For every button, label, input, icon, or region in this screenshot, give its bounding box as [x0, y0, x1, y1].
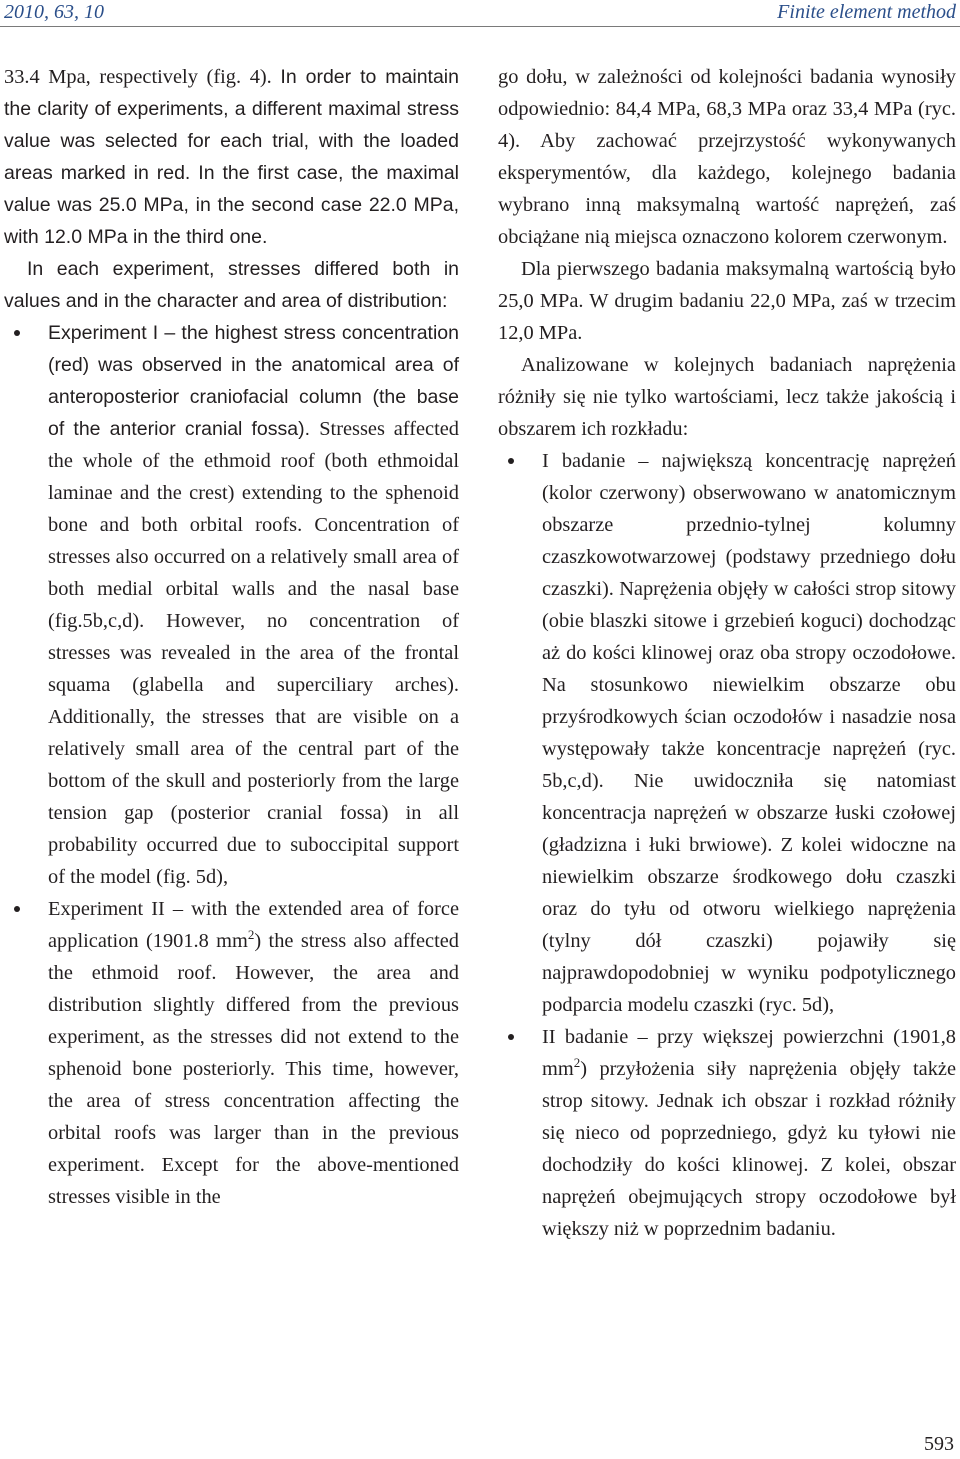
text-run: Experiment II – with the extended area of force application (1901.8 mm — [48, 898, 459, 952]
text-run: ) przyłożenia siły naprężenia objęły także strop sitowy. Jednak ich obszar i rozkład różniły się nieco od poprzedniego, gdyż ku tyłowi nie dochodziły do kości klinowej. Z kolei, obszar naprężeń obejmujących stropy oczodołowe był większy niż w poprzednim badaniu. — [542, 1058, 956, 1240]
list-item — [542, 1021, 956, 1245]
text-run: 33.4 Mpa, respectively (fig. 4). — [4, 66, 281, 88]
list-item — [542, 445, 956, 1021]
paragraph: go dołu, w zależności od kolejności badania wynosiły odpowiednio: 84,4 MPa, 68,3 MPa oraz 33,4 MPa (ryc. 4). Aby zachować przejrzystość wykonywanych eksperymentów, dla każdego, kolejnego badania wybrano inną maksymalną wartość naprężeń, zaś obciążane nią miejsca oznaczono kolorem czerwonym. — [498, 66, 956, 248]
polish-column — [498, 61, 956, 1245]
bullet-list — [4, 317, 459, 1213]
paragraph: Dla pierwszego badania maksymalną wartością było 25,0 MPa. W drugim badaniu 22,0 MPa, zaś w trzecim 12,0 MPa. — [498, 258, 956, 344]
bullet-list — [498, 445, 956, 1245]
page-number: 593 — [924, 1433, 954, 1455]
english-column — [4, 61, 459, 1213]
running-header — [0, 0, 960, 27]
text-run: Experiment I – the highest stress concentration (red) was observed in the anatomical area of anteroposterior craniofacial column (the base of the anterior cranial fossa). — [48, 322, 459, 440]
text-run: ) the stress also affected the ethmoid roof. However, the area and distribution slightly differed from the previous experiment, as the stresses did not extend to the sphenoid bone posteriorly. This time, however, the area of stress concentration affecting the orbital roofs was larger than in the previous experiment. Except for the above-mentioned stresses visible in the — [48, 930, 459, 1208]
paragraph: Analizowane w kolejnych badaniach naprężenia różniły się nie tylko wartościami, lecz także jakością i obszarem ich rozkładu: — [498, 354, 956, 440]
paragraph — [4, 61, 459, 253]
bullet-icon — [508, 1034, 514, 1040]
text-run: I badanie – największą koncentrację naprężeń (kolor czerwony) obserwowano w anatomicznym obszarze przednio-tylnej kolumny czaszkowotwarzowej (podstawy przedniego dołu czaszki). Naprężenia objęły w całości strop sitowy (obie blaszki sitowe i grzebień koguci) dochodząc aż do kości klinowej oraz oba stropy oczodołowe. Na stosunkowo niewielkim obszarze obu przyśrodkowych ścian oczodołów i nasadzie nosa występowały także koncentracje naprężeń (ryc. 5b,c,d). Nie uwidoczniła się natomiast koncentracja naprężeń w obszarze łuski czołowej (gładzizna i łuki brwiowe). Z kolei widoczne na niewielkim obszarze środkowego dołu czaszki oraz do tyłu od otworu wielkiego naprężenia (tylny dół czaszki) pojawiły się najprawdopodobniej w wyniku podpotylicznego podparcia modelu czaszki (ryc. 5d), — [542, 450, 956, 1016]
superscript: 2 — [247, 927, 255, 942]
text-run: II badanie – przy większej powierzchni (1901,8 mm — [542, 1026, 956, 1080]
section-title: Finite element method — [777, 1, 956, 23]
journal-citation: 2010, 63, 10 — [4, 1, 104, 23]
text-run: Stresses affected the whole of the ethmoid roof (both ethmoidal laminae and the crest) extending to the sphenoid bone and both orbital roofs. Concentration of stresses also occurred on a relatively small area of both medial orbital walls and the nasal base (fig.5b,c,d). However, no concentration of stresses was revealed in the area of the frontal squama (glabella and superciliary arches). Additionally, the stresses that are visible on a relatively small area of the central part of the bottom of the skull and posteriorly from the large tension gap (posterior cranial fossa) in all probability occurred due to suboccipital support of the model (fig. 5d), — [48, 418, 459, 888]
bullet-icon — [508, 458, 514, 464]
paragraph: In each experiment, stresses differed both in values and in the character and area of distribution: — [4, 258, 459, 312]
bullet-icon — [14, 906, 20, 912]
text-run: In order to maintain the clarity of experiments, a different maximal stress value was selected for each trial, with the loaded areas marked in red. In the first case, the maximal value was 25.0 MPa, in the second case 22.0 MPa, with 12.0 MPa in the third one. — [4, 66, 459, 248]
superscript: 2 — [573, 1055, 581, 1070]
list-item — [48, 317, 459, 893]
list-item — [48, 893, 459, 1213]
bullet-icon — [14, 330, 20, 336]
